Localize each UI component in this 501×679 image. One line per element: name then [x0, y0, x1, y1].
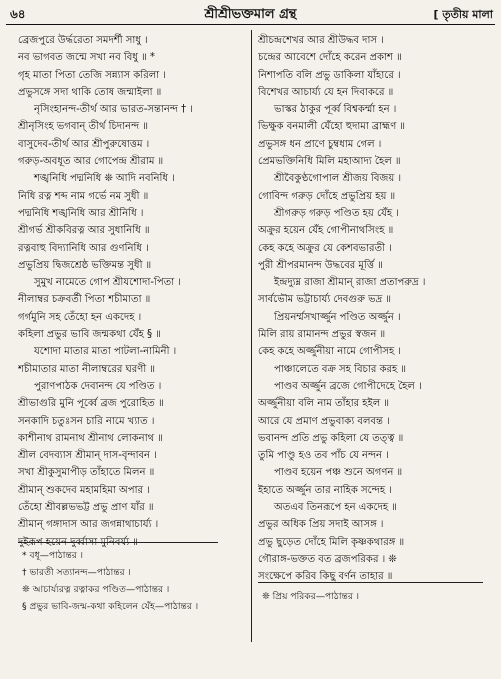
verse-line: শ্রীমান্ শুকদেব মহামহিমা অপার ।: [18, 484, 150, 496]
verse-line: সুমুখ নামেতে গোপ শ্রীযশোদা-পিতা ।: [34, 277, 181, 289]
verse-line: তেঁহো শ্রীবল্লভভট্ট প্রভু প্রাণ যাঁর ॥: [18, 502, 154, 514]
verse-line: শ্রীভাগুরি মুনি পূর্ব্বে ব্রজ পুরোহিত ॥: [18, 398, 164, 410]
footnote: † ভারতী সত্যানন্দ—পাঠান্তর ।: [22, 567, 131, 578]
verse-line: প্রেমভক্তিনিধি মিলি মহাআদ্য হৈল ॥: [258, 156, 401, 168]
verse-line: নীলাম্বর চক্রবর্তী পিতা শচীমাতা ॥: [18, 294, 151, 306]
verse-line: রত্নবাহু বিদ্যানিধি আর গুণনিধি ।: [18, 242, 149, 254]
verse-line: শ্রীগর্ভ শ্রীকবিরত্ন আর সুধানিধি ॥: [18, 225, 150, 237]
verse-line: কহিলা প্রভুর ভাবি জন্মকথা যেঁহ § ॥: [18, 329, 161, 341]
verse-line: কেহ কহে অক্রুর যে কেশবভারতী ।: [258, 242, 392, 254]
verse-line: তুমি পাণ্ডু হও তব পাঁচ যে নন্দন ।: [258, 450, 389, 462]
verse-line: শ্রীচন্দ্রশেখর আর শ্রীউদ্ধব দাস ।: [258, 35, 384, 46]
verse-line: নৃসিংহানন্দ-তীর্থ আর ভারত-সন্তানন্দ † ।: [34, 104, 193, 116]
verse-line: প্রভুপ্রিয় দ্বিজশ্রেষ্ঠ ভক্তিমন্ত সুধী ॥: [18, 259, 152, 271]
page-title: শ্রীশ্রীভক্তমাল গ্রন্থ: [204, 7, 297, 22]
verse-line: অতএব তিনরূপে হন একদেহ ॥: [274, 502, 397, 514]
verse-line: প্রিয়নর্ম্মসখার্জ্জুন পণ্ডিত অর্জ্জুন ।: [274, 311, 401, 323]
verse-line: নিশাপতি বলি প্রভু ডাকিলা যাঁহারে ।: [258, 69, 401, 81]
footnote-rule-right: [258, 582, 483, 583]
verse-line: পদ্মনিধি শঙ্খনিধি আর শ্রীনিধি ।: [18, 207, 144, 219]
verse-line: পুরী শ্রীপরমানন্দ উদ্ধবের মূর্ত্তি ॥: [258, 259, 383, 271]
verse-line: বাসুদেব-তীর্থ আর শ্রীপুরুষোত্তম ।: [18, 138, 150, 150]
verse-line: অর্জ্জুনীয়া বলি নাম তাঁহার হইল ॥: [258, 398, 390, 410]
verse-line: প্রভুসঙ্গে সদা থাকি তোষ জন্মাইলা ॥: [18, 86, 162, 98]
verse-line: শ্রীল বেদব্যাস শ্রীমান্ দাস-বৃন্দাবন ।: [18, 450, 157, 462]
verse-line: কাশীনাথ রামনাথ শ্রীনাথ লোকনাথ ॥: [18, 432, 163, 444]
footnote: * বধূ—পাঠান্তর ।: [22, 550, 84, 561]
verse-line: শ্রীমান্ গঙ্গাদাস আর জগন্নাথাচার্য্য ।: [18, 519, 159, 531]
section-label: [ তৃতীয় মালা: [433, 8, 493, 21]
verse-line: দুইরূপ হয়েন দুর্ব্বাসা মুনিবর্য্য ॥: [18, 536, 138, 548]
footnote: ❊ আচার্য্যরত্ন রত্নাকর পণ্ডিত—পাঠান্তর ।: [22, 584, 170, 595]
footnote-rule-left: [18, 542, 218, 543]
footnotes-right: [262, 589, 487, 605]
column-divider: [251, 30, 252, 642]
verse-line: নিধি রত্ন শব্দ নাম গর্ভে নম সুধী ॥: [18, 190, 149, 202]
verse-line: শ্রীবৈকুণ্ঠগোপাল শ্রীজয় বিজয় ।: [274, 173, 401, 185]
verse-line: ভিক্ষুক বনমালী যেঁহো হুদামা ব্রাহ্মণ ॥: [258, 121, 406, 133]
verse-line: ইন্দ্রদ্যুম্ন রাজা শ্রীমান্ রাজা প্রতাপরুদ্র ।: [274, 277, 426, 289]
verse-line: গর্গমুনি সহ তেঁহো হন একদেহ ।: [18, 311, 142, 323]
verse-line: শচীমাতার মাতা নীলাম্বরের ঘরণী ॥: [18, 363, 155, 375]
footnote: § প্রভুর ভাবি-জন্ম-কথা কহিলেন যেঁহ—পাঠান্তর ।: [22, 601, 199, 612]
verse-line: সখা শ্রীকুসুমাপীড় তাঁহাতে মিলন ॥: [18, 467, 155, 479]
left-verse-column: [18, 32, 246, 551]
verse-line: যশোদা মাতার মাতা পাটলা-নামিনী ।: [34, 346, 177, 358]
verse-line: পুরাণপাঠক দেবানন্দ যে পণ্ডিত ।: [34, 380, 162, 392]
verse-line: গৃহ মাতা পিতা তেজি সন্ন্যাস করিলা ।: [18, 69, 166, 81]
verse-line: শঙ্খনিধি পদ্মনিধি ❊ আদি নবনিধি ।: [34, 173, 175, 185]
verse-line: বিশেখর আচার্য্য যে হন দিবাকরে ॥: [258, 86, 394, 98]
verse-line: ব্রেজপুরে উর্দ্ধরেতা সমদর্শী সাধু ।: [18, 35, 148, 46]
verse-line: কেহ কহে অর্জ্জুনীয়া নামে গোপীসহ ।: [258, 346, 401, 358]
verse-line: চন্দ্রের আবেশে দোঁহে করেন প্রকাশ ॥: [258, 52, 402, 64]
verse-line: গোবিন্দ গরুড় দোঁহে প্রভুপ্রিয় হয় ॥: [258, 190, 396, 202]
footnote: ❊ প্রিয় পরিকর—পাঠান্তর ।: [262, 591, 360, 602]
verse-line: ইহাতে অর্জ্জুন তার নাহিক সন্দেহ ।: [258, 484, 392, 496]
verse-line: গরুড়-অবধূত আর গোপেন্দ্র শ্রীরাম ॥: [18, 156, 164, 168]
page-number: ৬৪: [10, 7, 26, 21]
verse-line: শ্রীগরুড় গরুড় পণ্ডিত হয় যেঁহ ।: [274, 207, 399, 219]
verse-line: সনকাদি চতুঃসন চারি নামে খ্যাত ।: [18, 415, 155, 427]
verse-line: সংক্ষেপে করিব কিছু বর্ণন তাহার ॥: [258, 571, 393, 583]
right-verse-column: [258, 32, 492, 586]
verse-line: ভবানন্দ প্রতি প্রভু কহিলা যে তত্ত্ব ॥: [258, 432, 404, 444]
verse-line: পাণ্ডব হয়েন পঞ্চ শুনে অগণন ॥: [274, 467, 403, 479]
verse-line: পাণ্ডব অর্জ্জুন ব্রজে গোপীদেহে হৈল ।: [274, 380, 422, 392]
verse-line: প্রভুসঙ্গ ধন প্রাণে চুম্বধাম গেল ।: [258, 138, 382, 150]
verse-line: পাঞ্চালেতে বক্র সহ বিচার করহ ॥: [274, 363, 407, 375]
verse-line: শ্রীনৃসিংহ ভগবান্ তীর্থ চিদানন্দ ॥: [18, 121, 148, 133]
verse-line: ভাস্কর ঠাকুর পূর্ব্ব বিশ্বকর্ম্মা হন ।: [274, 104, 397, 116]
verse-line: আরে যে প্রমাণ প্রভুবাক্য বলবন্ত ।: [258, 415, 390, 427]
verse-line: প্রভুর অধিক প্রিয় সদাই আসঙ্গ ।: [258, 519, 384, 531]
header-rule: [6, 24, 495, 25]
verse-line: প্রভু ছুড়েত দোঁহে মিলি কৃষ্ণকথারঙ্গ ॥: [258, 536, 405, 548]
page-header: [6, 4, 495, 22]
verse-line: নব ভাগবত জন্মে সখা নব বিধু ॥ *: [18, 52, 155, 64]
verse-line: গৌরাঙ্গ-ভক্তত বত ব্রজপরিকর । ❊: [258, 553, 397, 565]
verse-line: সার্বভৌম ভট্টাচার্য্য দেবগুরু ভদ্র ॥: [258, 294, 392, 306]
verse-line: অক্রুর হয়েন যেঁহ গোপীনাথসিংহ ॥: [258, 225, 394, 237]
footnotes-left: [22, 547, 247, 615]
verse-line: মিলি রায় রামানন্দ প্রভুর স্বজন ॥: [258, 329, 386, 341]
